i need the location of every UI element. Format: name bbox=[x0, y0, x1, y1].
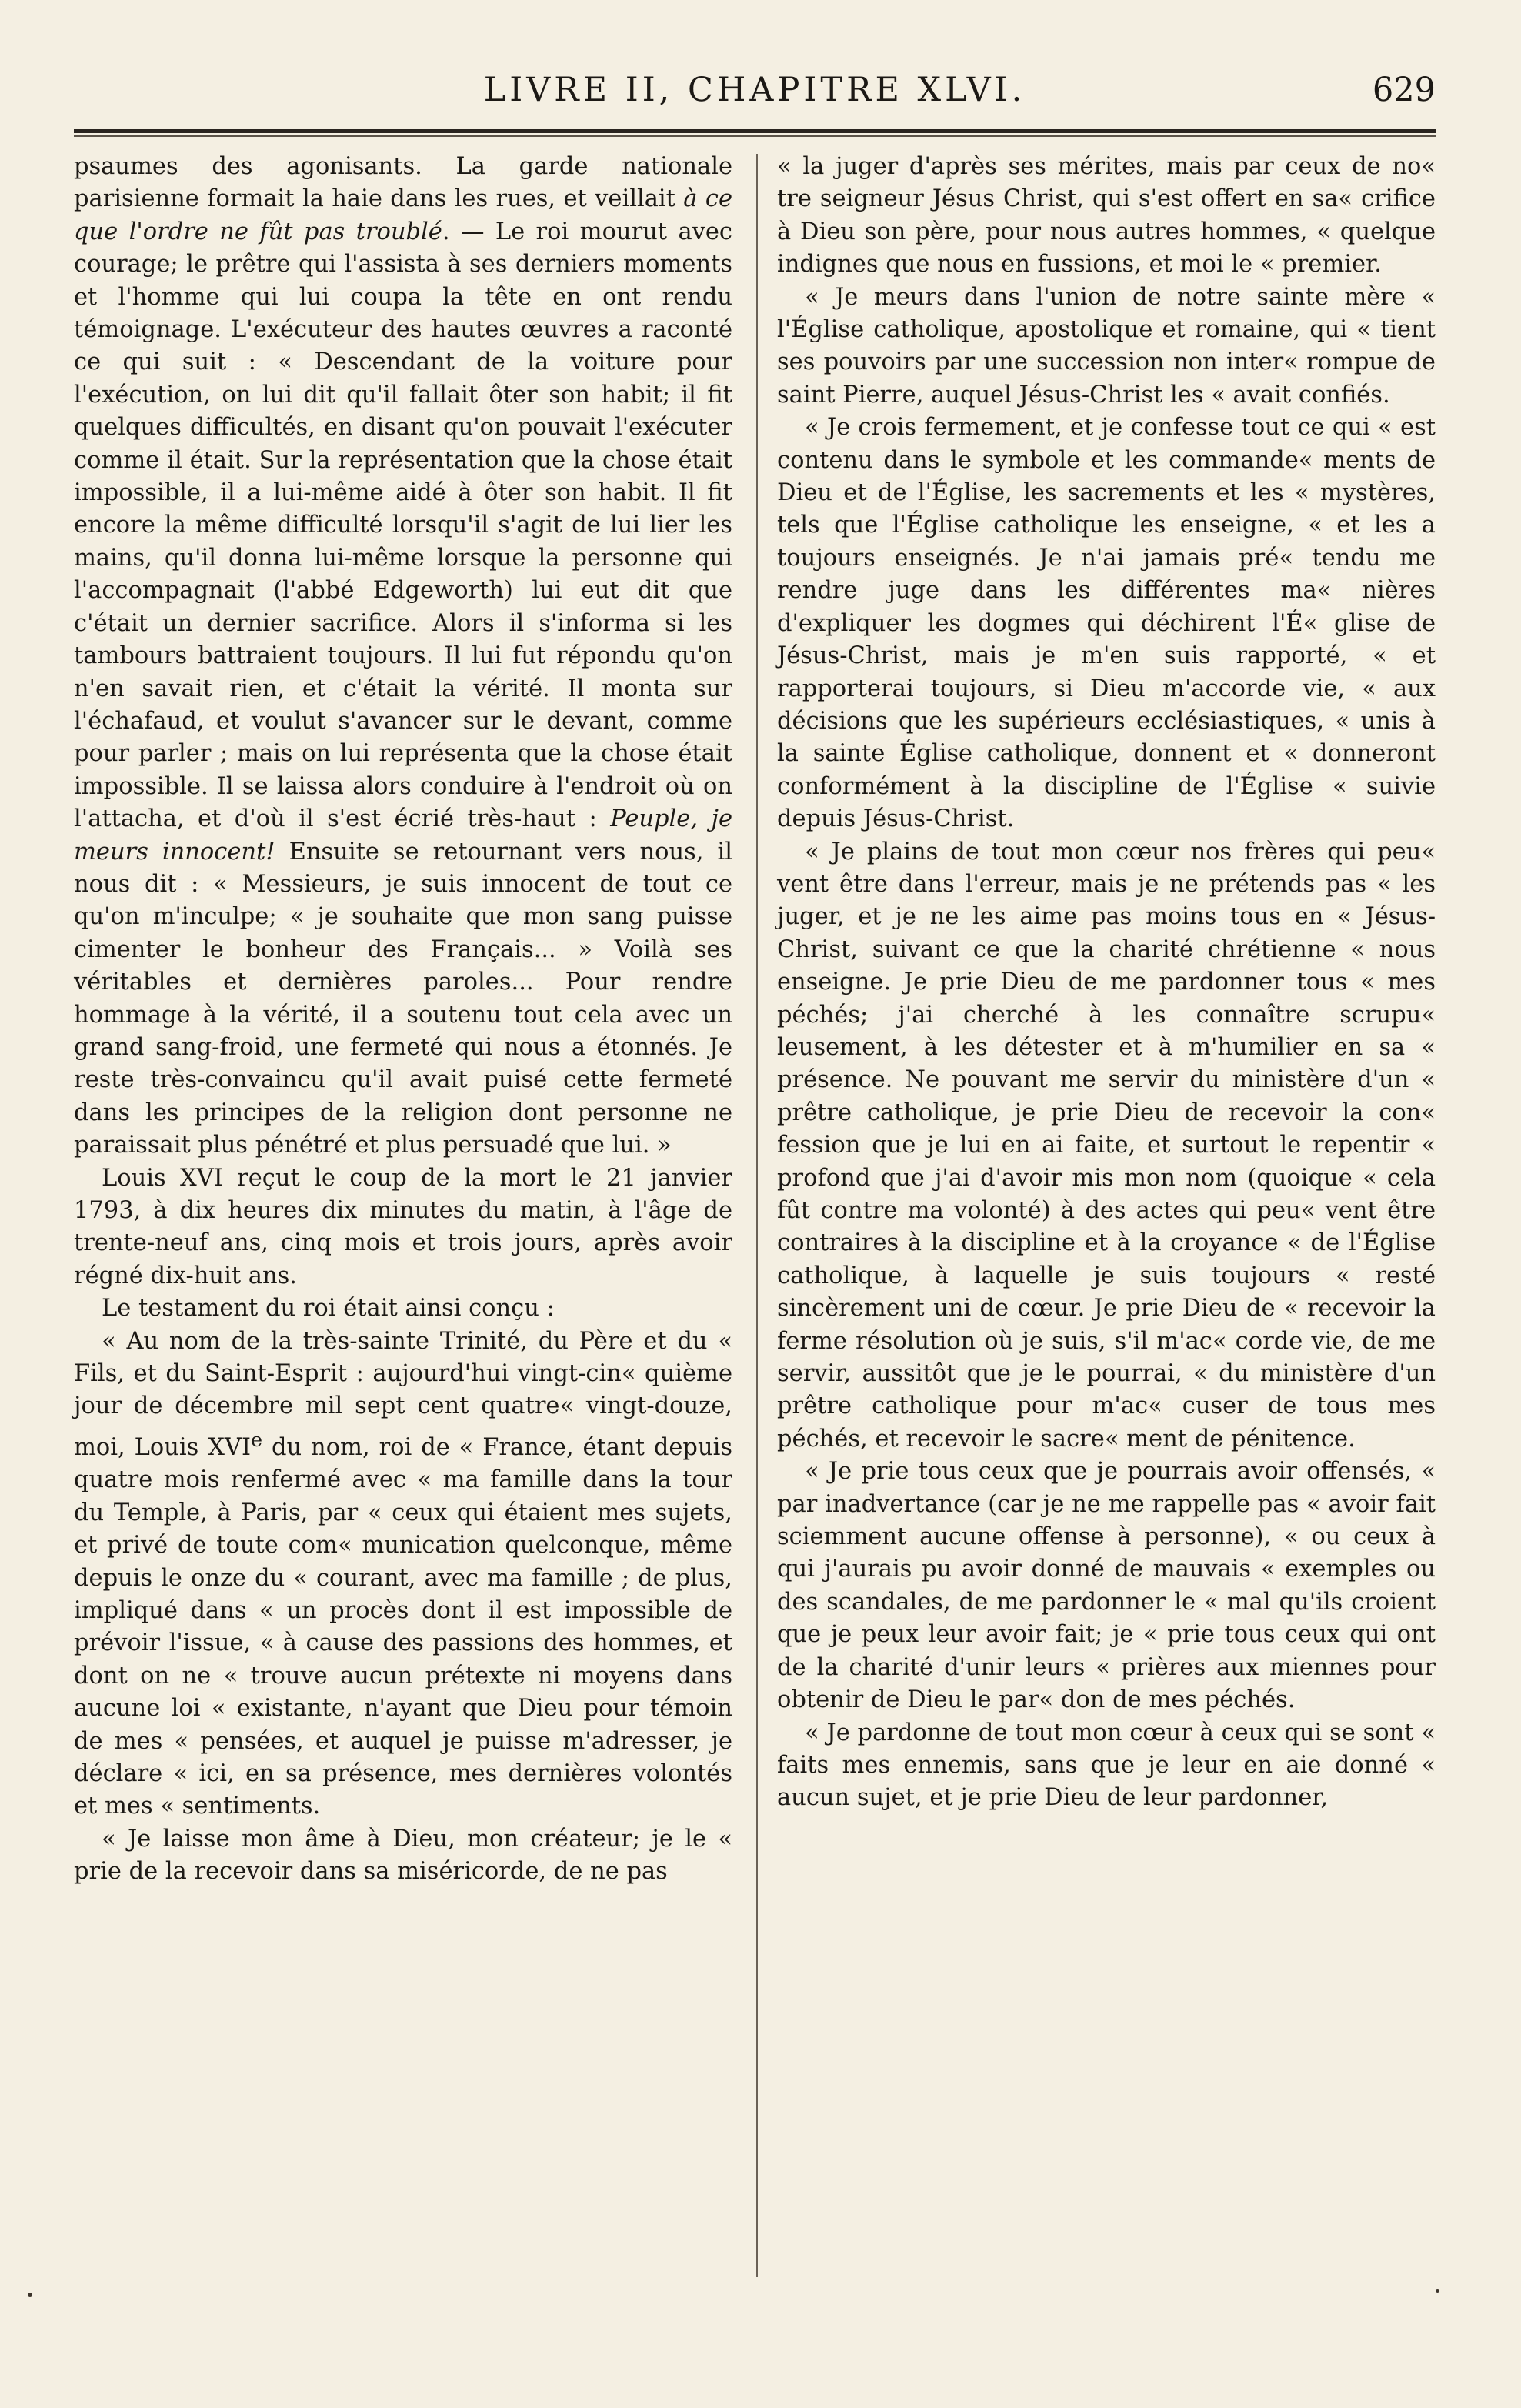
column-divider bbox=[756, 154, 758, 2277]
running-title: LIVRE II, CHAPITRE XLVI. bbox=[483, 71, 1026, 109]
text-run: du nom, roi de « France, étant depuis quatre mois renfermé avec « ma famille dans la tour du Temple, à Paris, par « ceux qui étaient mes sujets, et privé de toute com« munication quelconque, même depuis le onze du « courant, avec ma famille ; de plus, impliqué dans « un procès dont il est impossible de prévoir l'issue, « à cause des passions des hommes, et dont on ne « trouve aucun prétexte ni moyens dans aucune loi « existante, n'ayant que Dieu pour témoin de mes « pensées, et auquel je puisse m'adresser, je déclare « ici, en sa présence, mes dernières volontés et mes « sentiments. bbox=[74, 1434, 733, 1820]
italic-run: à ce que l'ordre ne fût pas troublé bbox=[74, 185, 732, 245]
paragraph-brothers-in-error: « Je plains de tout mon cœur nos frères qui peu« vent être dans l'erreur, mais je ne prétends pas « les juger, et je ne les aime pas moins tous en « Jésus-Christ, suivant ce que la charité chrétienne « nous enseigne. Je prie Dieu de me pardonner tous « mes péchés; j'ai cherché à les connaître scrupu« leusement, à les détester et à m'humilier en sa « présence. Ne pouvant me servir du ministère d'un « prêtre catholique, je prie Dieu de recevoir la con« fession que je lui en ai faite, et surtout le repentir « profond que j'ai d'avoir mis mon nom (quoique « cela fût contre ma volonté) à des actes qui peu« vent être contraires à la discipline et à la croyance « de l'Église catholique, à laquelle je suis toujours « resté sincèrement uni de cœur. Je prie Dieu de « recevoir la ferme résolution où je suis, s'il m'ac« corde vie, de me servir, aussitôt que je le pourrai, « du ministère d'un prêtre catholique pour m'ac« cuser de tous mes péchés, et recevoir le sacre« ment de pénitence. bbox=[777, 838, 1436, 1452]
text-run: Ensuite se retournant vers nous, il nous dit : « Messieurs, je suis innocent de tout ce qu'on m'inculpe; « je souhaite que mon sang puisse cimenter le bonheur des Français... » Voilà ses véritables et dernières paroles... Pour rendre hommage à la vérité, il a soutenu tout cela avec un grand sang-froid, une fermeté qui nous a étonnés. Je reste très-convaincu qu'il avait puisé cette fermeté dans les principes de la religion dont personne ne paraissait plus pénétré et plus persuadé que lui. » bbox=[74, 838, 732, 1159]
superscript: e bbox=[251, 1427, 263, 1451]
text-run: « Au nom de la très-sainte Trinité, du Père et du « Fils, et du Saint-Esprit : aujourd'hui vingt-cin« quième jour de décembre mil sept cent quatre« vingt-douze, moi, Louis XVI bbox=[74, 1327, 732, 1461]
paragraph-death-date: Louis XVI reçut le coup de la mort le 21 janvier 1793, à dix heures dix minutes du matin, à l'âge de trente-neuf ans, cinq mois et trois jours, après avoir régné dix-huit ans. bbox=[74, 1164, 732, 1289]
paragraph-pardon-enemies: « Je pardonne de tout mon cœur à ceux qui se sont « faits mes ennemis, sans que je leur en aie donné « aucun sujet, et je prie Dieu de leur pardonner, bbox=[777, 1719, 1436, 1812]
paragraph-execution-account bbox=[74, 151, 732, 1162]
paragraph-soul: « Je laisse mon âme à Dieu, mon créateur; je le « prie de la recevoir dans sa miséricorde, de ne pas bbox=[74, 1825, 732, 1886]
paragraph-testament-intro: Le testament du roi était ainsi conçu : bbox=[102, 1295, 555, 1322]
ink-speck bbox=[1436, 2289, 1439, 2293]
left-column bbox=[74, 151, 732, 1889]
text-run: . — Le roi mourut avec courage; le prêtre qui l'assista à ses derniers moments et l'homme qui lui coupa la tête en ont rendu témoignage. L'exécuteur des hautes œuvres a raconté ce qui suit : « Descendant de la voiture pour l'exécution, on lui dit qu'il fallait ôter son habit; il fit quelques difficultés, en disant qu'on pouvait l'exécuter comme il était. Sur la représentation que la chose était impossible, il a lui-même aidé à ôter son habit. Il fit encore la même difficulté lorsqu'il s'agit de lui lier les mains, qu'il donna lui-même lorsque la personne qui l'accompagnait (l'abbé Edgeworth) lui eut dit que c'était un dernier sacrifice. Alors il s'informa si les tambours battraient toujours. Il lui fut répondu qu'on n'en savait rien, et c'était la vérité. Il monta sur l'échafaud, et voulut s'avancer sur le devant, comme pour parler ; mais on lui représenta que la chose était impossible. Il se laissa alors conduire à l'endroit où on l'attacha, et d'où il s'est écrié très-haut : bbox=[74, 218, 732, 833]
paragraph-creed: « Je crois fermement, et je confesse tout ce qui « est contenu dans le symbole et les commande« ments de Dieu et de l'Église, les sacrements et les « mystères, tels que l'Église catholique les enseigne, « et les a toujours enseignés. Je n'ai jamais pré« tendu me rendre juge dans les différentes ma« nières d'expliquer les dogmes qui déchirent l'É« glise de Jésus-Christ, mais je m'en suis rapporté, « et rapporterai toujours, si Dieu m'accorde vie, « aux décisions que les supérieurs ecclésiastiques, « unis à la sainte Église catholique, donnent et « donneront conformément à la discipline de l'Église « suivie depuis Jésus-Christ. bbox=[777, 414, 1436, 833]
paragraph-church-union: « Je meurs dans l'union de notre sainte mère « l'Église catholique, apostolique et romaine, qui « tient ses pouvoirs par une succession non inter« rompue de saint Pierre, auquel Jésus-Christ les « avait confiés. bbox=[777, 283, 1436, 409]
right-column bbox=[777, 151, 1436, 1815]
header-rule-thick bbox=[74, 129, 1436, 133]
page-header bbox=[74, 63, 1436, 117]
italic-run: Peuple, je meurs innocent! bbox=[74, 805, 732, 865]
ink-speck bbox=[28, 2293, 32, 2297]
paragraph-judgment: « la juger d'après ses mérites, mais par ceux de no« tre seigneur Jésus Christ, qui s'est offert en sa« crifice à Dieu son père, pour nous autres hommes, « quelque indignes que nous en fussions, et moi le « premier. bbox=[777, 153, 1436, 278]
text-run: psaumes des agonisants. La garde nationale parisienne formait la haie dans les rues, et veillait bbox=[74, 153, 732, 213]
paragraph-forgiveness-request: « Je prie tous ceux que je pourrais avoir offensés, « par inadvertance (car je ne me rappelle pas « avoir fait sciemment aucune offense à personne), « ou ceux à qui j'aurais pu avoir donné de mauvais « exemples ou des scandales, de me pardonner le « mal qu'ils croient que je peux leur avoir fait; je « prie tous ceux qui ont de la charité d'unir leurs « prières aux miennes pour obtenir de Dieu le par« don de mes péchés. bbox=[777, 1458, 1436, 1714]
header-rule-thin bbox=[74, 135, 1436, 137]
paragraph-testament-opening bbox=[74, 1326, 732, 1823]
page-number: 629 bbox=[1372, 71, 1436, 109]
